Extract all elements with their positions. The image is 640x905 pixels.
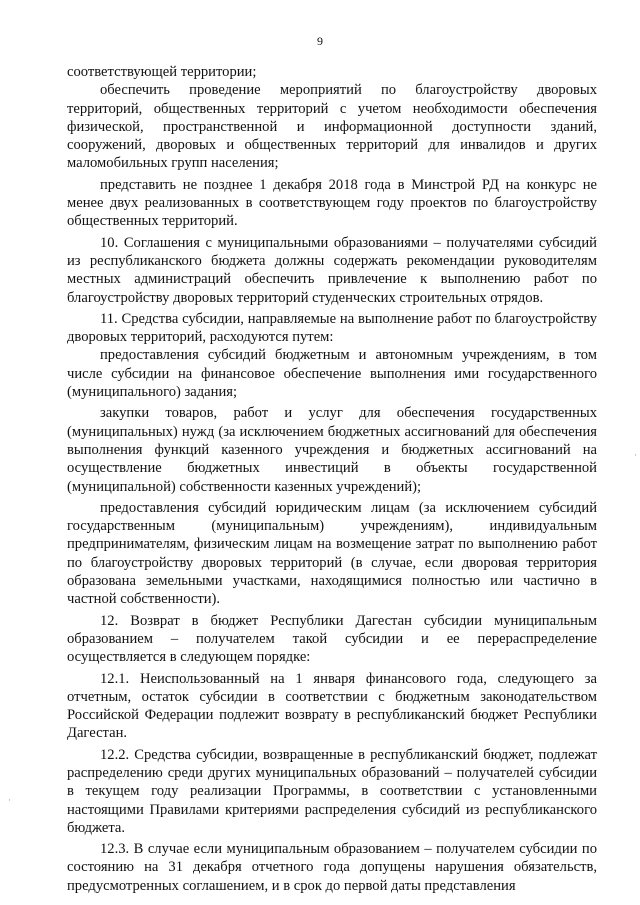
paragraph: 11. Средства субсидии, направляемые на выполнение работ по благоустройству дворовых территорий, расходуются путем: [67,310,597,346]
paragraph: предоставления субсидий бюджетным и автономным учреждениям, в том числе субсидии на финансовое обеспечение выполнения ими государственного (муниципального) задания; [67,347,597,401]
margin-mark-top: · [634,450,637,460]
paragraph: 12. Возврат в бюджет Республики Дагестан субсидии муниципальным образованием – получателем такой субсидии и ее перераспределение осуществляется в следующем порядке: [67,612,597,666]
paragraph: 12.1. Неиспользованный на 1 января финансового года, следующего за отчетным, остаток субсидии в соответствии с бюджетным законодательством Российской Федерации подлежит возврату в республиканский бюджет Республики Дагестан. [67,670,597,742]
paragraph: соответствующей территории; [67,64,257,80]
paragraph: предоставления субсидий юридическим лицам (за исключением субсидий государственным (муниципальным) учреждениям), индивидуальным предпринимателям, физическим лицам на возмещение затрат по выполнению работ по благоустройству дворовых территорий (в случае, если дворовая территория образована земельными участками, находящимися полностью или частично в частной собственности). [67,499,597,608]
paragraph: представить не позднее 1 декабря 2018 года в Минстрой РД на конкурс не менее двух реализованных в соответствующем году проектов по благоустройству общественных территорий. [67,176,597,230]
page-number: 9 [317,34,323,48]
paragraph: 12.3. В случае если муниципальным образованием – получателем субсидии по состоянию на 31 декабря отчетного года допущены нарушения обязательств, предусмотренных соглашением, и в срок до первой даты представления [67,841,597,894]
paragraph: обеспечить проведение мероприятий по благоустройству дворовых территорий, общественных территорий с учетом необходимости обеспечения физической, пространственной и информационной доступности зданий, сооружений, дворовых и общественных территорий для инвалидов и других маломобильных групп населения; [67,82,597,172]
paragraph: 12.2. Средства субсидии, возвращенные в республиканский бюджет, подлежат распределению среди других муниципальных образований – получателей субсидии в текущем году реализации Программы, в соответствии с установленными настоящими Правилами критериями распределения субсидий из республиканского бюджета. [67,746,597,836]
margin-mark-left: · [8,795,11,805]
document-body [67,63,597,895]
paragraph: закупки товаров, работ и услуг для обеспечения государственных (муниципальных) нужд (за исключением бюджетных ассигнований для обеспечения выполнения функций казенного учреждения и бюджетных ассигнований на осуществление бюджетных инвестиций в объекты государственной (муниципальной) собственности казенных учреждений); [67,405,597,495]
paragraph: 10. Соглашения с муниципальными образованиями – получателями субсидий из республиканского бюджета должны содержать рекомендации руководителям местных администраций обеспечить привлечение к выполнению работ по благоустройству дворовых территорий студенческих строительных отрядов. [67,234,597,306]
